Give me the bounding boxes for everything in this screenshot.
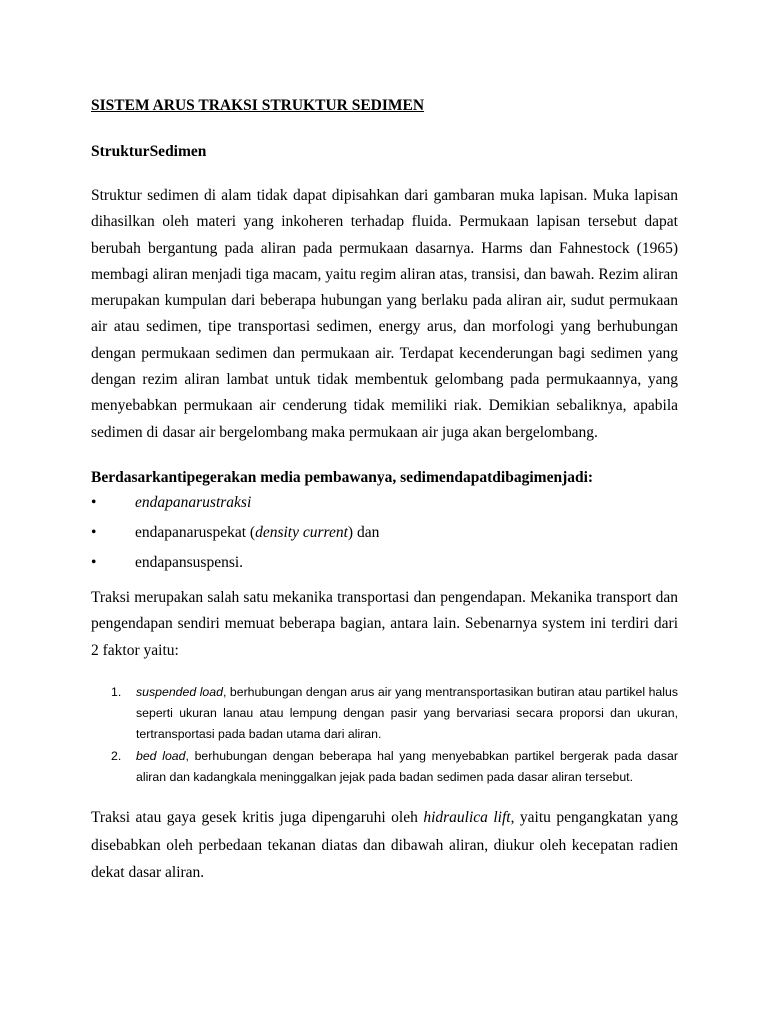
bullet-text: endapansuspensi. [135, 553, 244, 571]
paragraph-text: Traksi atau gaya gesek kritis juga dipengaruhi oleh [91, 809, 424, 827]
bullet-dot: • [91, 553, 97, 571]
item-term: suspended load [136, 684, 223, 699]
item-text: , berhubungan dengan beberapa hal yang menyebabkan partikel bergerak pada dasar aliran dan kadangkala meninggalkan jejak pada badan sedimen pada dasar aliran tersebut. [136, 748, 678, 785]
bullet-item-3 [91, 553, 678, 573]
paragraph-text-italic: hidraulica lift [423, 809, 511, 827]
bullet-text-italic: density current [255, 523, 348, 541]
paragraph-intro: Struktur sedimen di alam tidak dapat dipisahkan dari gambaran muka lapisan. Muka lapisan dihasilkan oleh materi yang inkoheren terhadap fluida. Permukaan lapisan tersebut dapat berubah bergantung pada aliran pada permukaan dasarnya. Harms dan Fahnestock (1965) membagi aliran menjadi tiga macam, yaitu regim aliran atas, transisi, dan bawah. Rezim aliran merupakan kumpulan dari beberapa hubungan yang berlaku pada aliran air, sudut permukaan air atau sedimen, tipe transportasi sedimen, energy arus, dan morfologi yang berhubungan dengan permukaan sedimen dan permukaan air. Terdapat kecenderungan bagi sedimen yang dengan rezim aliran lambat untuk tidak membentuk gelombang pada permukaannya, yang menyebabkan permukaan air cenderung tidak memiliki riak. Demikian sebaliknya, apabila sedimen di dasar air bergelombang maka permukaan air juga akan bergelombang. [91, 187, 678, 441]
bullet-text: ) dan [347, 523, 380, 541]
bullet-text: endapanarustraksi [135, 493, 252, 511]
item-text: , berhubungan dengan arus air yang mentransportasikan butiran atau partikel halus seperti ukuran lanau atau lempung dengan pasir yang bervariasi secara proporsi dan ukuran, tertransportasi pada badan utama dari aliran. [136, 684, 678, 742]
bullet-list [91, 493, 678, 573]
bullet-item-1 [91, 493, 678, 513]
bullet-item-2 [91, 523, 678, 543]
section-heading: StrukturSedimen [91, 143, 207, 160]
document-title: SISTEM ARUS TRAKSI STRUKTUR SEDIMEN [91, 97, 425, 114]
document-content [91, 96, 678, 887]
bullet-dot: • [91, 523, 97, 541]
numbered-item-1 [91, 682, 678, 746]
numbered-item-2 [91, 746, 678, 789]
item-number: 2. [111, 748, 122, 763]
item-number: 1. [111, 684, 122, 699]
paragraph-hydraulic-lift [91, 804, 678, 887]
numbered-list [91, 682, 678, 788]
paragraph-text: , yaitu pengangkatan yang disebabkan oleh perbedaan tekanan diatas dan dibawah aliran, diukur oleh kecepatan radien dekat dasar aliran. [91, 809, 679, 882]
paragraph-heading-classification: Berdasarkantipegerakan media pembawanya, sedimendapatdibagimenjadi: [91, 468, 594, 486]
item-term: bed load [136, 748, 186, 763]
bullet-text: endapanaruspekat ( [135, 523, 256, 541]
paragraph-traction: Traksi merupakan salah satu mekanika transportasi dan pengendapan. Mekanika transport dan pengendapan sendiri memuat beberapa bagian, antara lain. Sebenarnya system ini terdiri dari 2 faktor yaitu: [91, 588, 678, 659]
bullet-dot: • [91, 493, 97, 511]
